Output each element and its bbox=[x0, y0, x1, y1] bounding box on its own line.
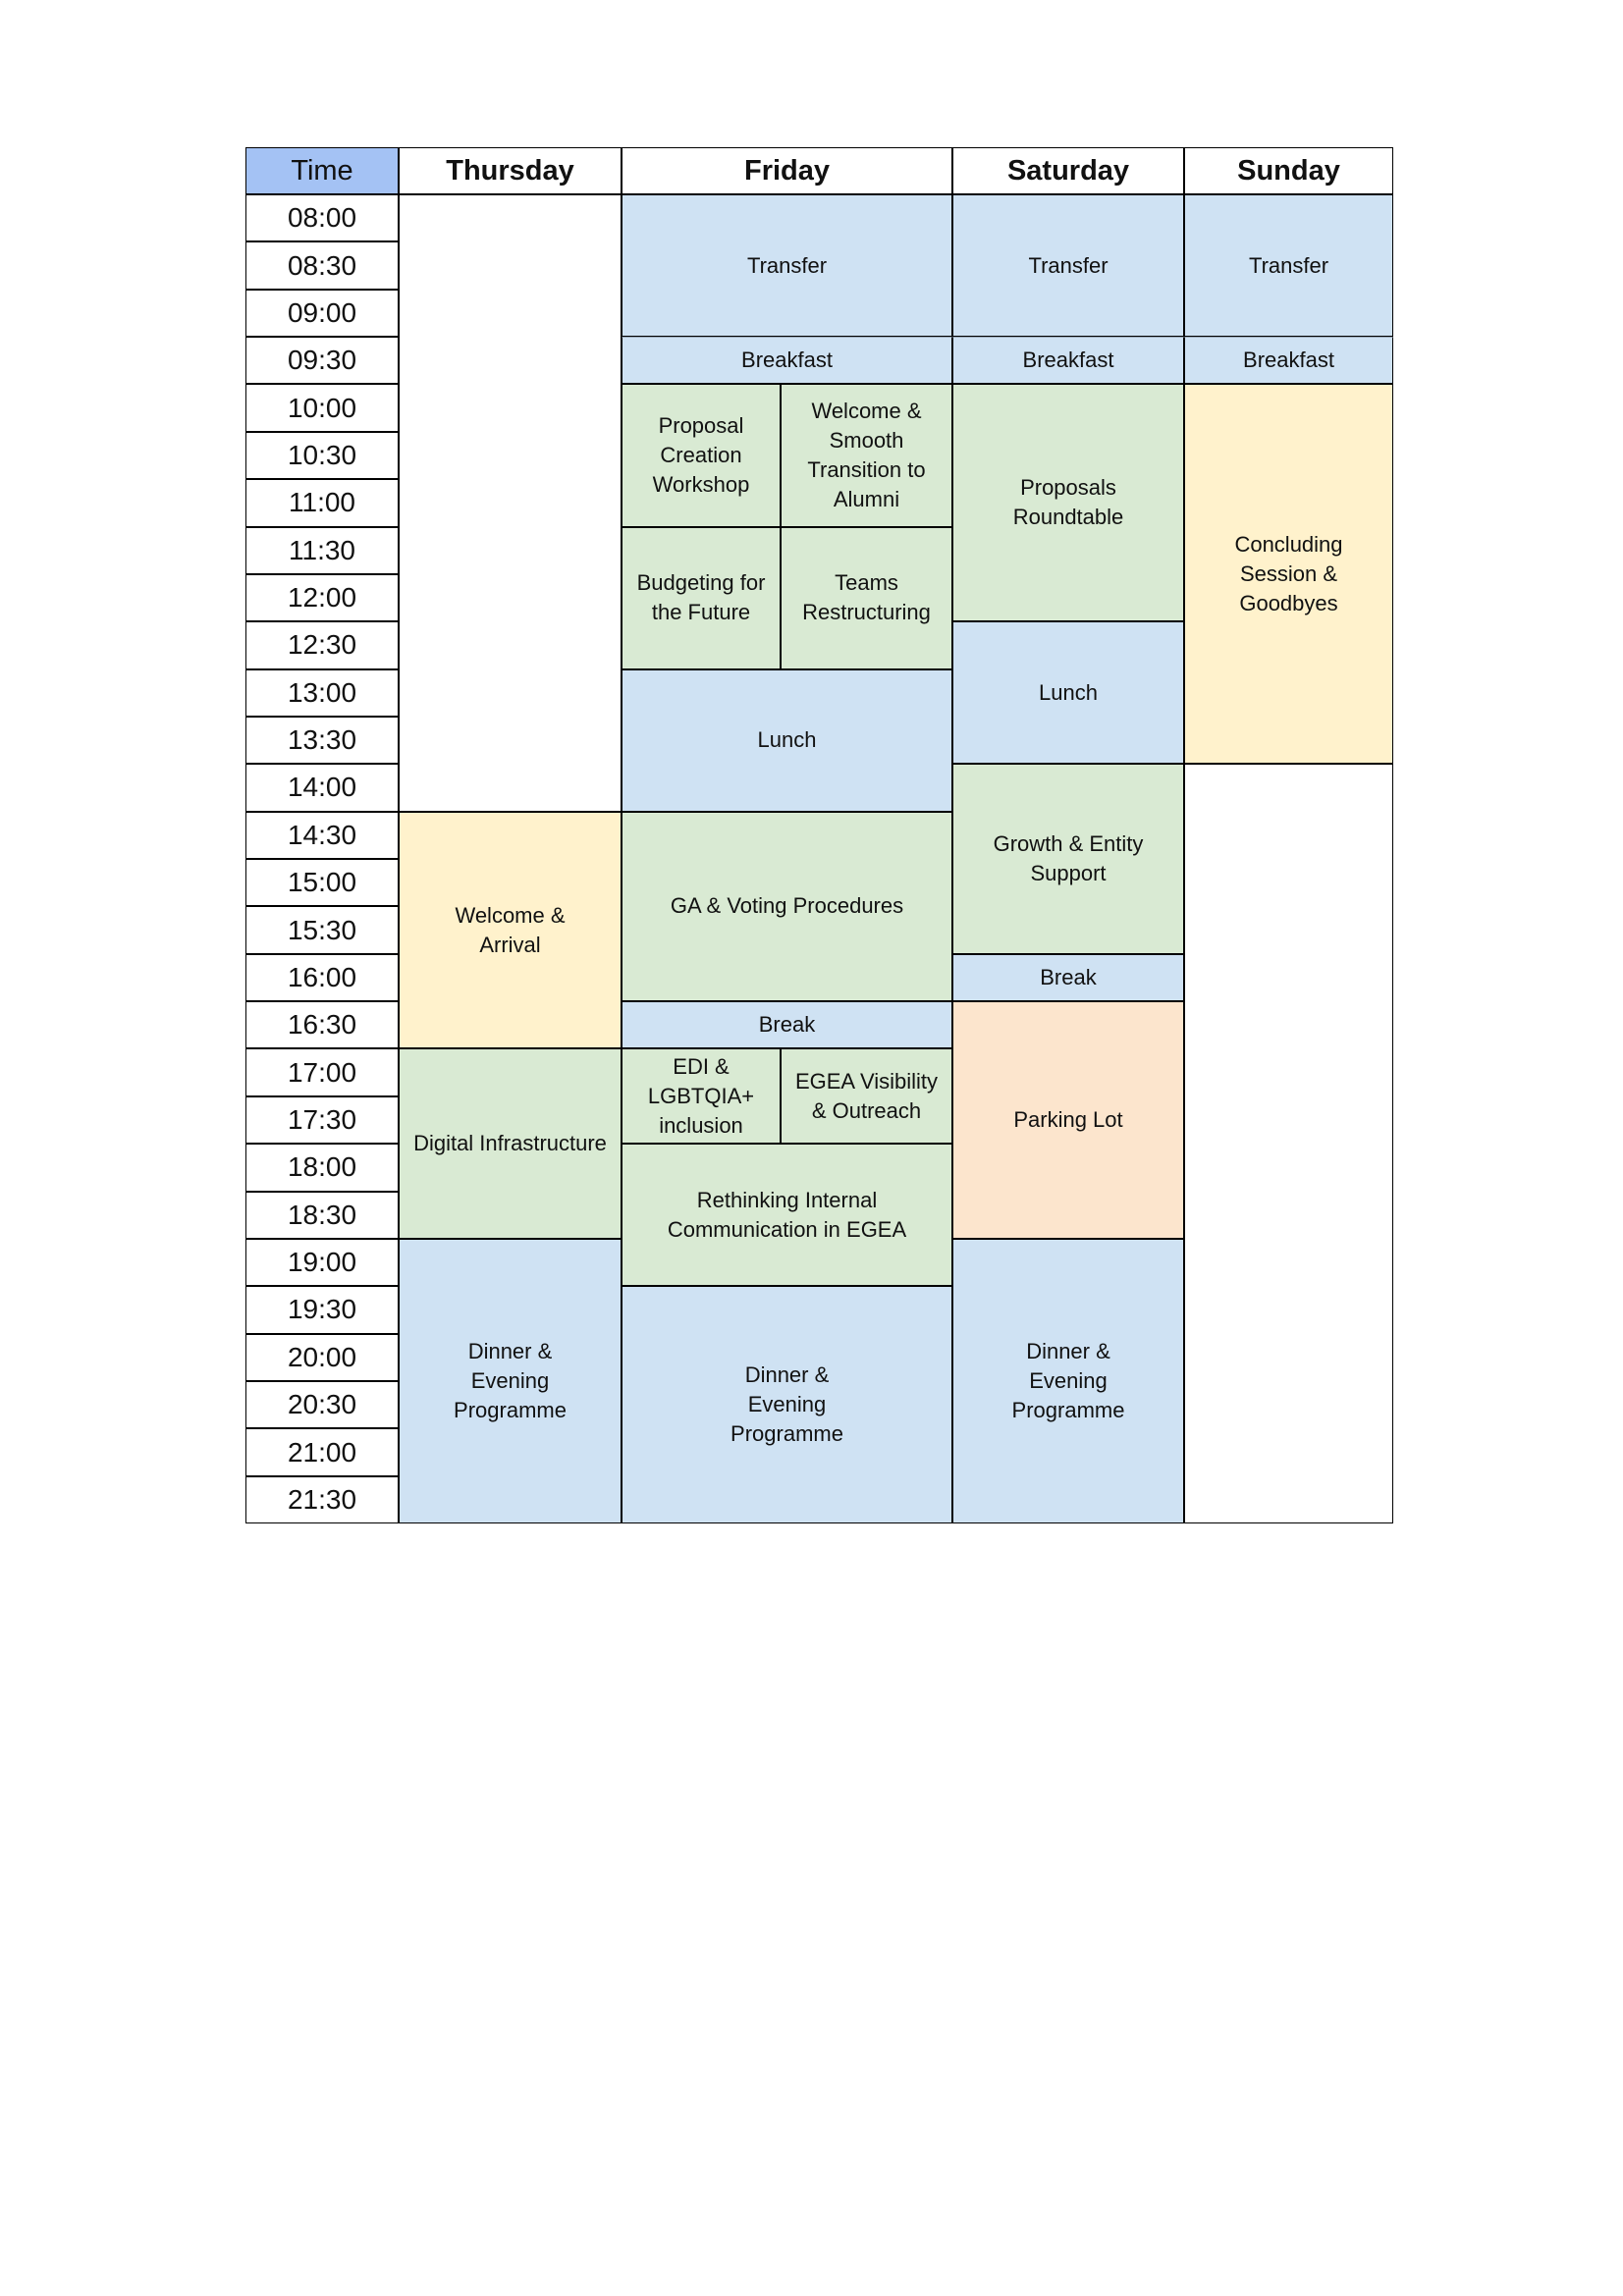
event-friday-break: Break bbox=[622, 1001, 952, 1048]
time-slot-1930: 19:30 bbox=[245, 1286, 399, 1333]
time-slot-0900: 09:00 bbox=[245, 290, 399, 337]
time-slot-1430: 14:30 bbox=[245, 812, 399, 859]
day-header-friday: Friday bbox=[622, 147, 952, 194]
event-sunday-concluding-session-goodbyes: Concluding Session & Goodbyes bbox=[1184, 384, 1393, 764]
event-friday-ga-voting-procedures: GA & Voting Procedures bbox=[622, 812, 952, 1001]
time-slot-1800: 18:00 bbox=[245, 1144, 399, 1191]
time-slot-1600: 16:00 bbox=[245, 954, 399, 1001]
event-friday-budgeting-for-the-future: Budgeting for the Future bbox=[622, 527, 781, 669]
event-sunday-breakfast: Breakfast bbox=[1184, 337, 1393, 384]
time-slot-1500: 15:00 bbox=[245, 859, 399, 906]
time-slot-1330: 13:30 bbox=[245, 717, 399, 764]
event-saturday-proposals-roundtable: Proposals Roundtable bbox=[952, 384, 1184, 621]
time-slot-1130: 11:30 bbox=[245, 527, 399, 574]
event-friday-edi-lgbtqia-inclusion: EDI & LGBTQIA+ inclusion bbox=[622, 1048, 781, 1144]
event-friday-proposal-creation-workshop: Proposal Creation Workshop bbox=[622, 384, 781, 526]
event-saturday-break: Break bbox=[952, 954, 1184, 1001]
time-slot-1000: 10:00 bbox=[245, 384, 399, 431]
time-column-header: Time bbox=[245, 147, 399, 194]
event-friday-teams-restructuring: Teams Restructuring bbox=[781, 527, 952, 669]
time-slot-1900: 19:00 bbox=[245, 1239, 399, 1286]
event-thursday-welcome-arrival: Welcome & Arrival bbox=[399, 812, 622, 1049]
event-saturday-dinner-evening-programme: Dinner & Evening Programme bbox=[952, 1239, 1184, 1523]
event-saturday-growth-entity-support: Growth & Entity Support bbox=[952, 764, 1184, 953]
time-slot-1530: 15:30 bbox=[245, 906, 399, 953]
event-saturday-lunch: Lunch bbox=[952, 621, 1184, 764]
event-thursday-dinner-evening-programme: Dinner & Evening Programme bbox=[399, 1239, 622, 1523]
time-slot-1100: 11:00 bbox=[245, 479, 399, 526]
time-slot-1830: 18:30 bbox=[245, 1192, 399, 1239]
event-thursday-digital-infrastructure: Digital Infrastructure bbox=[399, 1048, 622, 1238]
time-slot-2000: 20:00 bbox=[245, 1334, 399, 1381]
time-slot-0930: 09:30 bbox=[245, 337, 399, 384]
day-header-sunday: Sunday bbox=[1184, 147, 1393, 194]
time-slot-1630: 16:30 bbox=[245, 1001, 399, 1048]
event-friday-rethinking-internal-communication-in-egea: Rethinking Internal Communication in EGEA bbox=[622, 1144, 952, 1286]
empty-slot-sunday bbox=[1184, 764, 1393, 1523]
time-slot-1230: 12:30 bbox=[245, 621, 399, 668]
event-friday-egea-visibility-outreach: EGEA Visibility & Outreach bbox=[781, 1048, 952, 1144]
time-slot-2030: 20:30 bbox=[245, 1381, 399, 1428]
time-slot-1200: 12:00 bbox=[245, 574, 399, 621]
time-slot-0800: 08:00 bbox=[245, 194, 399, 241]
event-saturday-breakfast: Breakfast bbox=[952, 337, 1184, 384]
event-friday-breakfast: Breakfast bbox=[622, 337, 952, 384]
event-saturday-transfer: Transfer bbox=[952, 194, 1184, 337]
time-slot-1400: 14:00 bbox=[245, 764, 399, 811]
time-slot-2100: 21:00 bbox=[245, 1428, 399, 1475]
event-friday-dinner-evening-programme: Dinner & Evening Programme bbox=[622, 1286, 952, 1523]
time-slot-2130: 21:30 bbox=[245, 1476, 399, 1523]
time-slot-1030: 10:30 bbox=[245, 432, 399, 479]
event-friday-welcome-smooth-transition-to-alumni: Welcome & Smooth Transition to Alumni bbox=[781, 384, 952, 526]
event-saturday-parking-lot: Parking Lot bbox=[952, 1001, 1184, 1239]
time-slot-1300: 13:00 bbox=[245, 669, 399, 717]
empty-slot-thursday bbox=[399, 194, 622, 812]
day-header-saturday: Saturday bbox=[952, 147, 1184, 194]
time-slot-0830: 08:30 bbox=[245, 241, 399, 289]
event-sunday-transfer: Transfer bbox=[1184, 194, 1393, 337]
day-header-thursday: Thursday bbox=[399, 147, 622, 194]
event-friday-transfer: Transfer bbox=[622, 194, 952, 337]
event-friday-lunch: Lunch bbox=[622, 669, 952, 812]
time-slot-1700: 17:00 bbox=[245, 1048, 399, 1095]
time-slot-1730: 17:30 bbox=[245, 1096, 399, 1144]
